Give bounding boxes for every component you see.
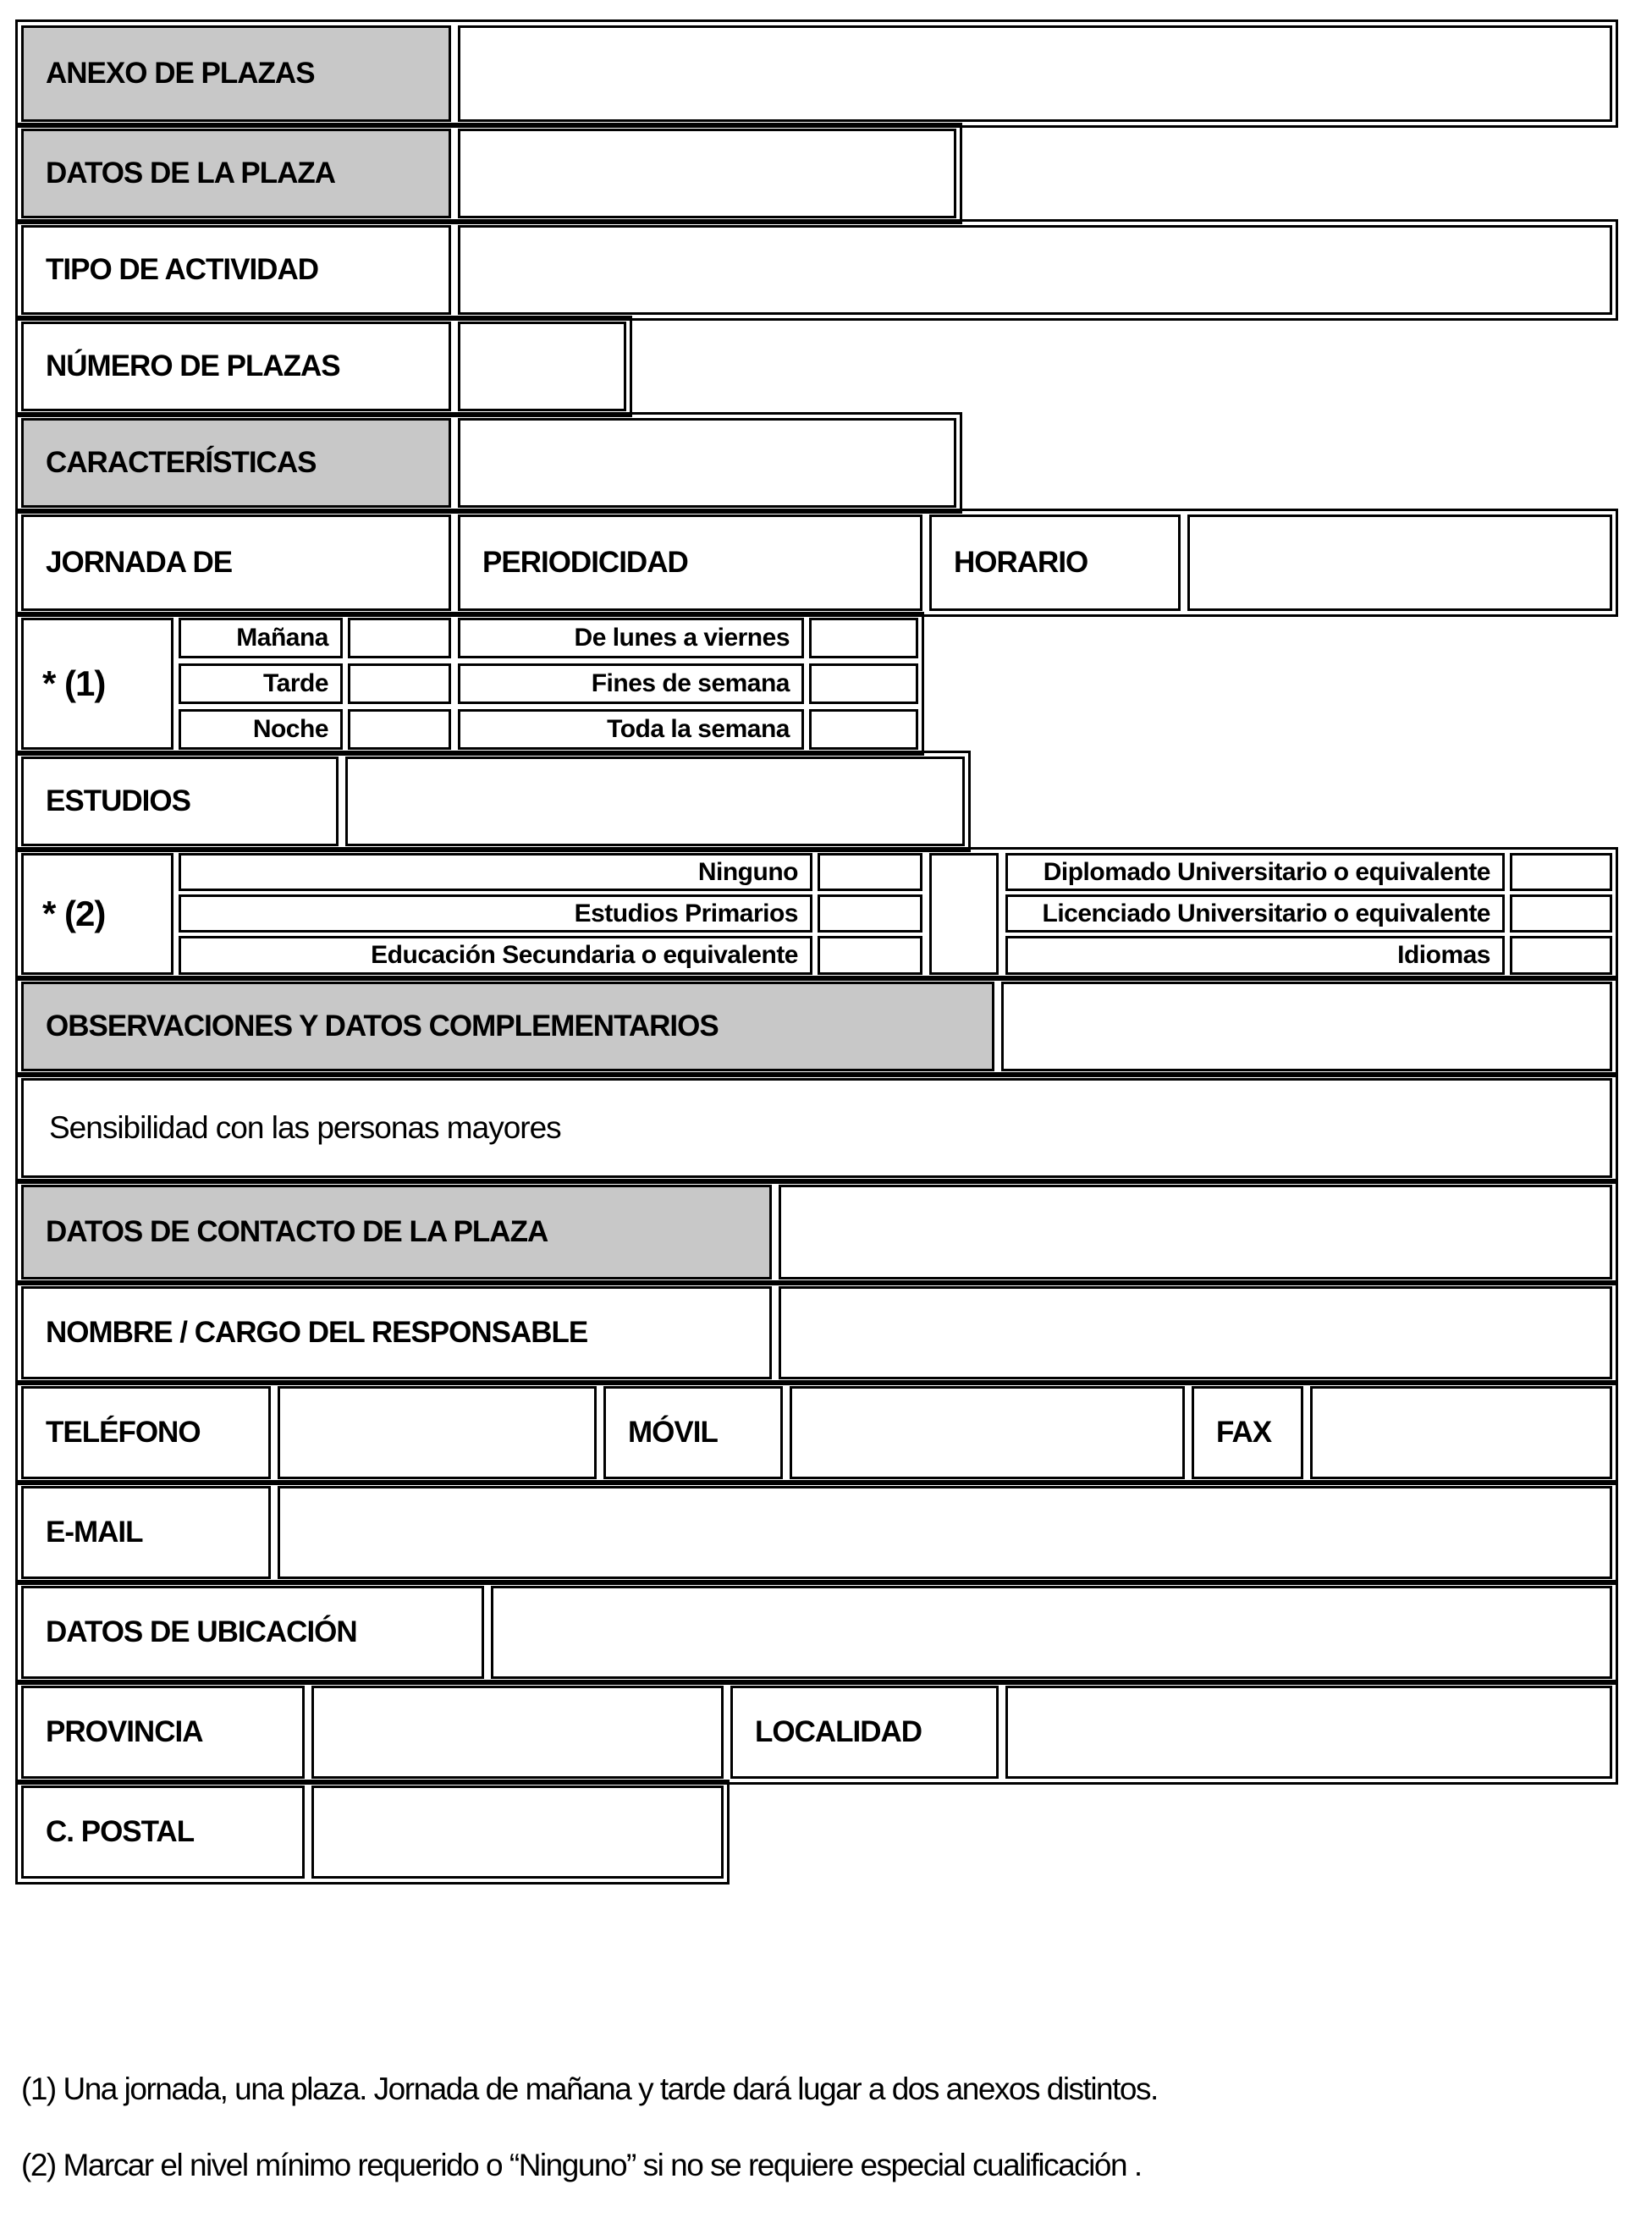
estudios-licenciado-checkbox[interactable] xyxy=(1510,894,1612,933)
periodicidad-option-lunes-viernes-label: De lunes a viernes xyxy=(458,618,804,658)
movil-input-cell[interactable] xyxy=(790,1386,1185,1479)
estudios-idiomas-checkbox[interactable] xyxy=(1510,936,1612,975)
estudios-input-cell[interactable] xyxy=(345,757,965,846)
periodicidad-option-toda-semana-label: Toda la semana xyxy=(458,709,804,750)
footnote-ref-2: * (2) xyxy=(21,853,173,975)
jornada-manana-checkbox[interactable] xyxy=(348,618,451,658)
periodicidad-fines-semana-checkbox[interactable] xyxy=(809,663,918,704)
telefono-label: TELÉFONO xyxy=(21,1386,271,1479)
jornada-de-label: JORNADA DE xyxy=(21,514,451,611)
fax-label: FAX xyxy=(1192,1386,1303,1479)
ubicacion-section-label: DATOS DE UBICACIÓN xyxy=(21,1586,484,1679)
jornada-tarde-checkbox[interactable] xyxy=(348,663,451,704)
estudios-option-ninguno-label: Ninguno xyxy=(179,853,812,891)
periodicidad-label: PERIODICIDAD xyxy=(458,514,922,611)
horario-label: HORARIO xyxy=(929,514,1181,611)
jornada-option-manana-label: Mañana xyxy=(179,618,343,658)
cpostal-label: C. POSTAL xyxy=(21,1786,305,1879)
estudios-option-idiomas-label: Idiomas xyxy=(1005,936,1505,975)
fax-input-cell[interactable] xyxy=(1310,1386,1612,1479)
estudios-ninguno-checkbox[interactable] xyxy=(818,853,922,891)
estudios-label: ESTUDIOS xyxy=(21,757,339,846)
ubicacion-input-cell[interactable] xyxy=(491,1586,1612,1679)
datos-plaza-input-cell[interactable] xyxy=(458,129,956,218)
jornada-noche-checkbox[interactable] xyxy=(348,709,451,750)
numero-plazas-label: NÚMERO DE PLAZAS xyxy=(21,322,451,411)
email-input-cell[interactable] xyxy=(278,1486,1612,1579)
tipo-actividad-label: TIPO DE ACTIVIDAD xyxy=(21,225,451,315)
localidad-input-cell[interactable] xyxy=(1005,1686,1612,1779)
periodicidad-lunes-viernes-checkbox[interactable] xyxy=(809,618,918,658)
jornada-option-tarde-label: Tarde xyxy=(179,663,343,704)
estudios-diplomado-checkbox[interactable] xyxy=(1510,853,1612,891)
provincia-label: PROVINCIA xyxy=(21,1686,305,1779)
nombre-cargo-input-cell[interactable] xyxy=(779,1286,1612,1379)
anexo-input-cell[interactable] xyxy=(458,25,1612,122)
telefono-input-cell[interactable] xyxy=(278,1386,597,1479)
jornada-option-noche-label: Noche xyxy=(179,709,343,750)
horario-input-cell[interactable] xyxy=(1187,514,1612,611)
tipo-actividad-input-cell[interactable] xyxy=(458,225,1612,315)
provincia-input-cell[interactable] xyxy=(311,1686,724,1779)
footnote-1: (1) Una jornada, una plaza. Jornada de mañana y tarde dará lugar a dos anexos distintos. xyxy=(21,2072,1158,2106)
localidad-label: LOCALIDAD xyxy=(730,1686,999,1779)
observaciones-section-label: OBSERVACIONES Y DATOS COMPLEMENTARIOS xyxy=(21,982,994,1071)
nombre-cargo-label: NOMBRE / CARGO DEL RESPONSABLE xyxy=(21,1286,772,1379)
datos-plaza-section-label: DATOS DE LA PLAZA xyxy=(21,129,451,218)
estudios-option-primarios-label: Estudios Primarios xyxy=(179,894,812,933)
contacto-section-label: DATOS DE CONTACTO DE LA PLAZA xyxy=(21,1185,772,1279)
footnote-2: (2) Marcar el nivel mínimo requerido o “Ninguno” si no se requiere especial cualificación . xyxy=(21,2148,1142,2182)
anexo-label: ANEXO DE PLAZAS xyxy=(21,25,451,122)
footnote-ref-1: * (1) xyxy=(21,618,173,750)
caracteristicas-section-label: CARACTERÍSTICAS xyxy=(21,418,451,508)
estudios-option-diplomado-label: Diplomado Universitario o equivalente xyxy=(1005,853,1505,891)
email-label: E-MAIL xyxy=(21,1486,271,1579)
contacto-input-cell[interactable] xyxy=(779,1185,1612,1279)
periodicidad-toda-semana-checkbox[interactable] xyxy=(809,709,918,750)
numero-plazas-input-cell[interactable] xyxy=(458,322,626,411)
movil-label: MÓVIL xyxy=(603,1386,783,1479)
estudios-option-secundaria-label: Educación Secundaria o equivalente xyxy=(179,936,812,975)
cpostal-input-cell[interactable] xyxy=(311,1786,724,1879)
estudios-secundaria-checkbox[interactable] xyxy=(818,936,922,975)
observaciones-text-cell[interactable]: Sensibilidad con las personas mayores xyxy=(21,1078,1612,1178)
observaciones-header-input-cell[interactable] xyxy=(1001,982,1612,1071)
caracteristicas-input-cell[interactable] xyxy=(458,418,956,508)
estudios-spacer-cell xyxy=(929,853,999,975)
estudios-primarios-checkbox[interactable] xyxy=(818,894,922,933)
estudios-option-licenciado-label: Licenciado Universitario o equivalente xyxy=(1005,894,1505,933)
periodicidad-option-fines-semana-label: Fines de semana xyxy=(458,663,804,704)
